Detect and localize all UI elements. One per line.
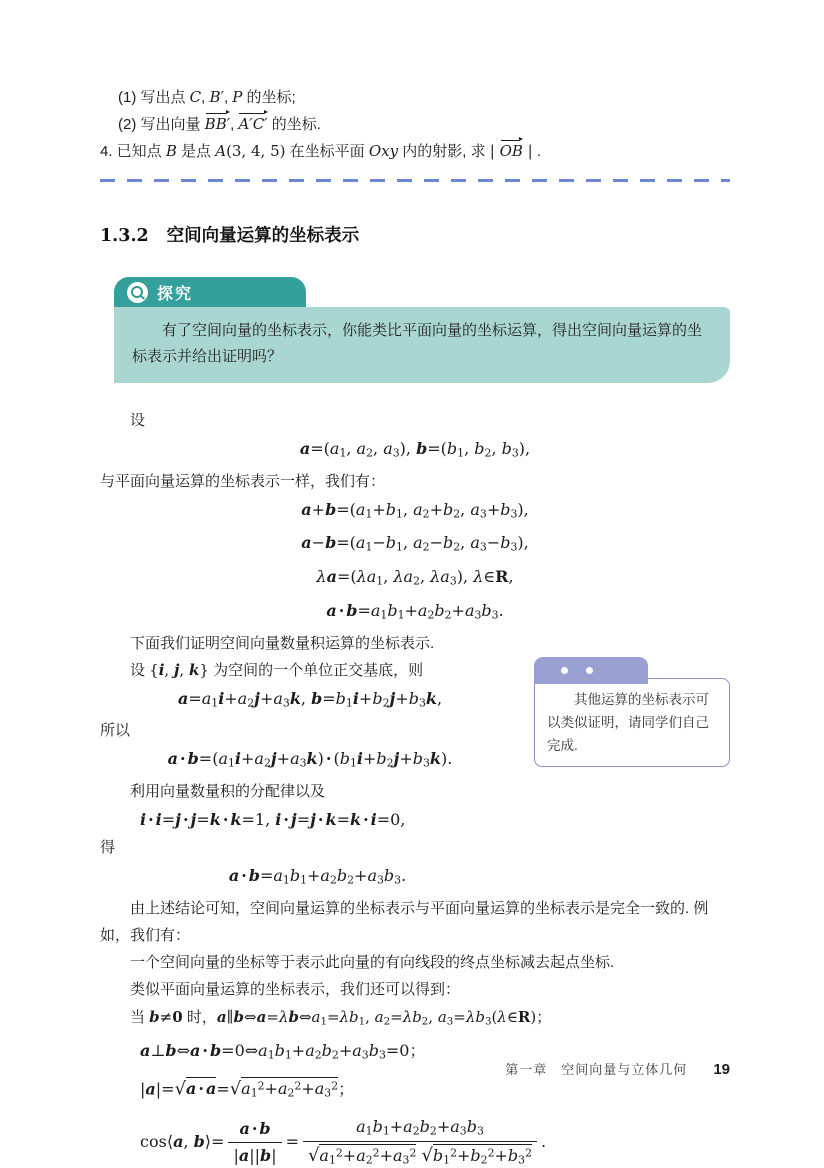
para-basis: 设 {i, j, k} 为空间的一个单位正交基底，则	[130, 660, 424, 679]
formula-cos-angle	[100, 1111, 730, 1168]
explore-tab	[114, 277, 306, 307]
formula-dot-product: a · b=a1b1+a2b2+a3b3.	[326, 600, 504, 622]
explore-label: 探究	[157, 285, 194, 303]
main-text	[100, 407, 730, 1168]
margin-note-tab	[534, 657, 648, 684]
para-get: 得	[100, 839, 116, 857]
cos-period: .	[541, 1131, 547, 1151]
fraction-components	[303, 1117, 537, 1168]
para-coordinate-rule: 一个空间向量的坐标等于表示此向量的有向线段的终点坐标减去起点坐标.	[130, 953, 615, 971]
note-dot-1	[561, 667, 568, 674]
footer-page-number: 19	[713, 1061, 730, 1078]
formula-dot-result: a · b=a1b1+a2b2+a3b3.	[228, 866, 407, 887]
fraction-1-numerator: a · b	[239, 1118, 271, 1138]
margin-note-body	[534, 678, 730, 767]
para-same-as-plane: 与平面向量运算的坐标表示一样，我们有：	[100, 472, 386, 490]
exercise-block	[100, 84, 730, 165]
para-therefore: 所以	[100, 722, 131, 740]
formula-scalar-multiple: λa=(λa1, λa2, λa3), λ∈R,	[316, 567, 514, 588]
formula-dot-expanded: a · b=(a1i+a2j+a3k) · (b1i+b2j+b3k).	[167, 749, 453, 771]
section-number: 1.3.2	[100, 226, 149, 246]
fraction-2-numerator: a1b1+a2b2+a3b3	[356, 1117, 484, 1138]
formula-perpendicular-condition: a⊥b⇔a · b=0⇔a1b1+a2b2+a3b3=0；	[140, 1041, 426, 1063]
para-conclusion: 由上述结论可知，空间向量运算的坐标表示与平面向量运算的坐标表示是完全一致的. 例如，我们有：	[100, 899, 709, 944]
para-use-distributive: 利用向量数量积的分配律以及	[130, 783, 326, 801]
section-title: 空间向量运算的坐标表示	[166, 225, 360, 245]
margin-note-text: 其他运算的坐标表示可以类似证明，请同学们自己完成.	[547, 691, 709, 753]
cos-left-side: cos⟨a, b⟩=	[140, 1131, 225, 1151]
margin-note	[534, 657, 730, 767]
magnifier-icon	[127, 282, 148, 303]
explore-question-band	[114, 307, 730, 383]
formula-addition: a+b=(a1+b1, a2+b2, a3+b3),	[301, 499, 529, 521]
footer-chapter: 第一章 空间向量与立体几何	[505, 1062, 688, 1077]
formula-vector-components: a=(a1, a2, a3), b=(b1, b2, b3),	[299, 439, 531, 460]
explore-box	[114, 277, 730, 383]
note-dot-2	[586, 667, 593, 674]
fraction-1-denominator: |a||b|	[228, 1142, 281, 1166]
para-let: 设	[130, 412, 146, 429]
formula-magnitude: $|a|=√a \cdot a=√a1^2+a2^2+a3^2$；	[140, 1078, 355, 1101]
fraction-dot-over-norms	[228, 1119, 281, 1166]
formula-subtraction: a−b=(a1−b1, a2−b2, a3−b3),	[301, 533, 529, 555]
explore-question-text: 有了空间向量的坐标表示，你能类比平面向量的坐标运算，得出空间向量运算的坐标表示并给出证明吗？	[132, 322, 703, 365]
exercise-item-1: (1) 写出点 C, B′, P 的坐标;	[118, 88, 296, 106]
formula-parallel-condition: 当 b≠0 时，a∥b⇔a=λb⇔a1=λb1, a2=λb2, a3=λb3(λ∈R)；	[130, 1007, 552, 1028]
formula-unit-products: i · i=j · j=k · k=1, i · j=j · k=k · i=0,	[140, 810, 406, 830]
para-prove: 下面我们证明空间向量数量积运算的坐标表示.	[130, 634, 435, 652]
exercise-item-2: (2) 写出向量 BB′, A′C′ 的坐标.	[118, 115, 321, 133]
exercise-item-4: 4. 已知点 B 是点 A(3, 4, 5) 在坐标平面 Oxy 内的射影, 求 | OB | .	[100, 142, 542, 160]
dashed-section-divider	[100, 179, 730, 182]
section-heading	[100, 222, 730, 247]
fraction-2-denominator: $√a1^2+a2^2+a3^2$ $√b1^2+b2^2+b3^2$	[303, 1141, 537, 1167]
formula-basis-expansion: a=a1i+a2j+a3k, b=b1i+b2j+b3k,	[177, 688, 443, 710]
cos-equals: =	[285, 1131, 299, 1151]
para-also-obtain: 类似平面向量运算的坐标表示，我们还可以得到：	[130, 980, 461, 998]
page-footer	[505, 1059, 730, 1078]
